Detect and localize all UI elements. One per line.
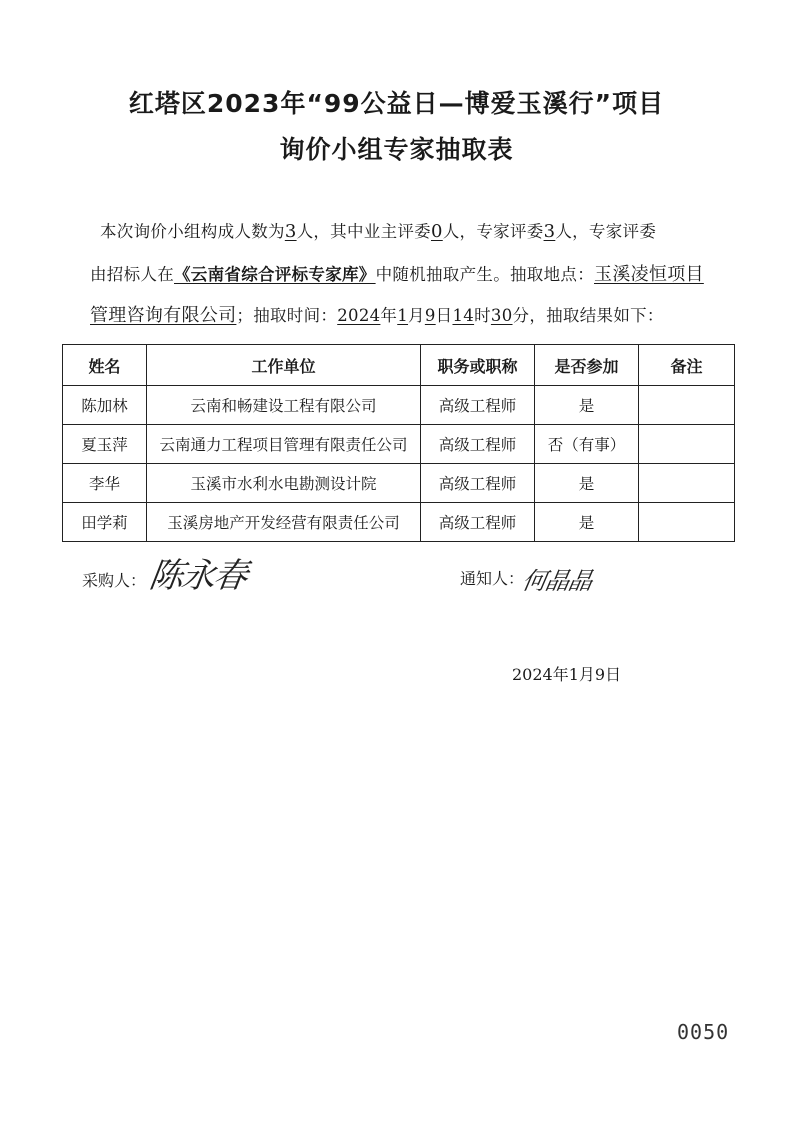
total-count: 3 (284, 221, 297, 242)
cell-remarks (639, 503, 735, 542)
cell-title: 高级工程师 (421, 503, 535, 542)
document-date: 2024年1月9日 (512, 665, 622, 684)
notifier-label: 通知人： (460, 569, 525, 588)
cell-employer: 云南通力工程项目管理有限责任公司 (147, 425, 421, 464)
cell-name: 田学莉 (63, 503, 147, 542)
cell-remarks (639, 425, 735, 464)
header-remarks: 备注 (639, 345, 735, 386)
document-title: 红塔区2023年“99公益日—博爱玉溪行”项目 (128, 89, 665, 118)
header-attending: 是否参加 (535, 345, 639, 386)
cell-employer: 玉溪市水利水电勘测设计院 (147, 464, 421, 503)
table-row (63, 386, 735, 425)
cell-remarks (639, 386, 735, 425)
table-row (63, 464, 735, 503)
cell-attending: 是 (535, 503, 639, 542)
intro-line-3: 管理咨询有限公司；抽取时间：2024年1月9日14时30分，抽取结果如下： (90, 305, 664, 326)
expert-database: 《云南省综合评标专家库》 (174, 265, 376, 284)
buyer-label: 采购人： (82, 571, 147, 590)
draw-hour: 14 (452, 306, 475, 325)
header-employer: 工作单位 (147, 345, 421, 386)
location-part-1: 玉溪凌恒项目 (594, 264, 704, 285)
cell-employer: 玉溪房地产开发经营有限责任公司 (147, 503, 421, 542)
expert-count: 3 (543, 221, 556, 242)
intro-line-2: 由招标人在《云南省综合评标专家库》中随机抽取产生。抽取地点：玉溪凌恒项目 (90, 264, 704, 285)
cell-attending: 是 (535, 464, 639, 503)
cell-title: 高级工程师 (421, 425, 535, 464)
draw-year: 2024 (337, 306, 381, 325)
table-row (63, 503, 735, 542)
cell-attending: 是 (535, 386, 639, 425)
intro-line-1: 本次询价小组构成人数为3人，其中业主评委0人，专家评委3人，专家评委 (100, 221, 657, 242)
cell-title: 高级工程师 (421, 386, 535, 425)
draw-day: 9 (424, 306, 436, 325)
cell-name: 夏玉萍 (63, 425, 147, 464)
expert-table (62, 344, 735, 542)
draw-minute: 30 (490, 306, 513, 325)
cell-remarks (639, 464, 735, 503)
table-row (63, 425, 735, 464)
notifier-signature: 何晶晶 (520, 567, 595, 595)
page-number: 0050 (677, 1020, 730, 1044)
cell-title: 高级工程师 (421, 464, 535, 503)
header-title: 职务或职称 (421, 345, 535, 386)
draw-month: 1 (397, 306, 409, 325)
cell-name: 陈加林 (63, 386, 147, 425)
location-part-2: 管理咨询有限公司 (90, 305, 237, 326)
document-subtitle: 询价小组专家抽取表 (279, 135, 514, 164)
owner-count: 0 (430, 221, 443, 242)
cell-attending: 否（有事） (535, 425, 639, 464)
cell-name: 李华 (63, 464, 147, 503)
header-name: 姓名 (63, 345, 147, 386)
table-header-row (63, 345, 735, 386)
buyer-signature: 陈永春 (146, 556, 249, 596)
cell-employer: 云南和畅建设工程有限公司 (147, 386, 421, 425)
